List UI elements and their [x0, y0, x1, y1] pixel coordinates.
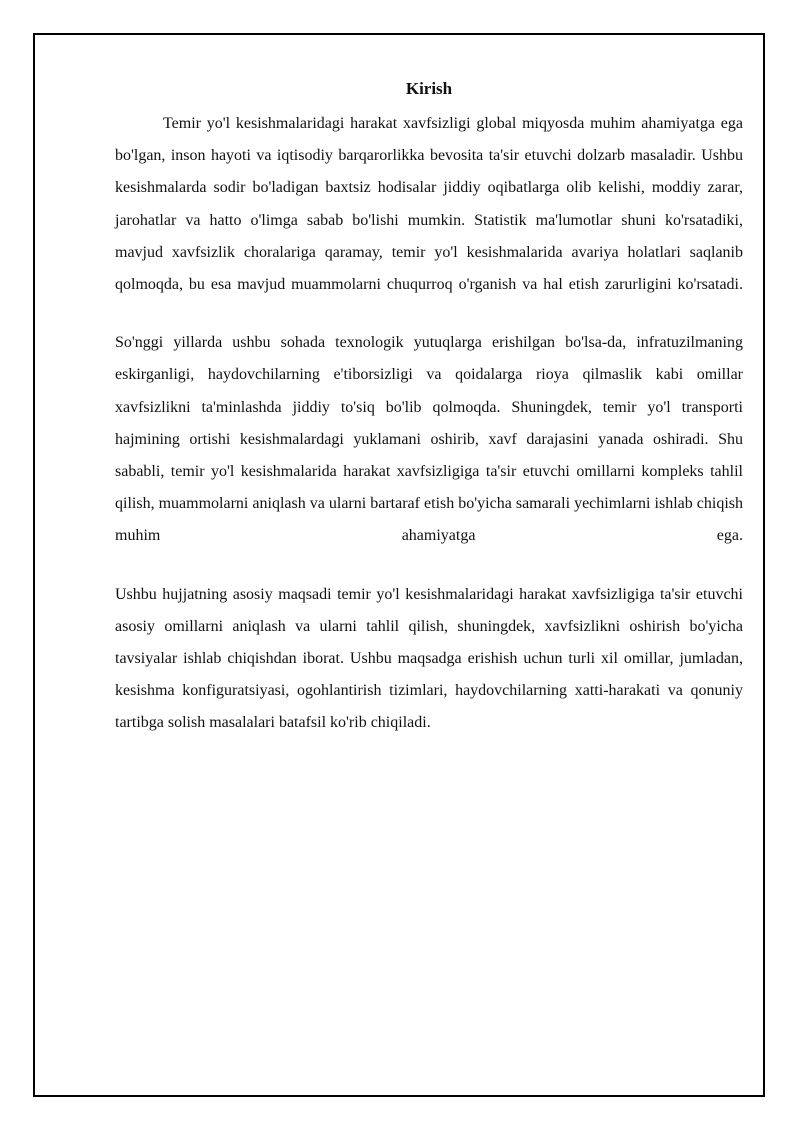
paragraph-spacer: [115, 553, 743, 579]
document-title: Kirish: [405, 79, 453, 98]
paragraph-spacer: [115, 301, 743, 327]
paragraph-intro: Temir yo'l kesishmalaridagi harakat xavfsizligi global miqyosda muhim ahamiyatga ega bo'lgan, inson hayoti va iqtisodiy barqarorlikka bevosita ta'sir etuvchi dolzarb masaladir. Ushbu kesishmalarda sodir bo'ladigan baxtsiz hodisalar jiddiy oqibatlarga olib kelishi, moddiy zarar, jarohatlar va hatto o'limga sabab bo'lishi mumkin. Statistik ma'lumotlar shuni ko'rsatadiki, mavjud xavfsizlik choralariga qaramay, temir yo'l kesishmalarida avariya holatlari saqlanib qolmoqda, bu esa mavjud muammolarni chuqurroq o'rganish va hal etish zarurligini ko'rsatadi.: [115, 115, 743, 294]
document-body: [115, 76, 743, 740]
paragraph-challenges: So'nggi yillarda ushbu sohada texnologik yutuqlarga erishilgan bo'lsa-da, infratuzilmaning eskirganligi, haydovchilarning e'tiborsizligi va qoidalarga rioya qilmaslik kabi omillar xavfsizlikni ta'minlashda jiddiy to'siq bo'lib qolmoqda. Shuningdek, temir yo'l transporti hajmining ortishi kesishmalardagi yuklamani oshirib, xavf darajasini yanada oshiradi. Shu sababli, temir yo'l kesishmalarida harakat xavfsizligiga ta'sir etuvchi omillarni kompleks tahlil qilish, muammolarni aniqlash va ularni bartaraf etish bo'yicha samarali yechimlarni ishlab chiqish muhim ahamiyatga ega.: [115, 334, 743, 545]
paragraph-purpose: Ushbu hujjatning asosiy maqsadi temir yo'l kesishmalaridagi harakat xavfsizligiga ta'sir etuvchi asosiy omillarni aniqlash va ularni tahlil qilish, shuningdek, xavfsizlikni oshirish bo'yicha tavsiyalar ishlab chiqishdan iborat. Ushbu maqsadga erishish uchun turli xil omillar, jumladan, kesishma konfiguratsiyasi, ogohlantirish tizimlari, haydovchilarning xatti-harakati va qonuniy tartibga solish masalalari batafsil ko'rib chiqiladi.: [115, 585, 743, 732]
